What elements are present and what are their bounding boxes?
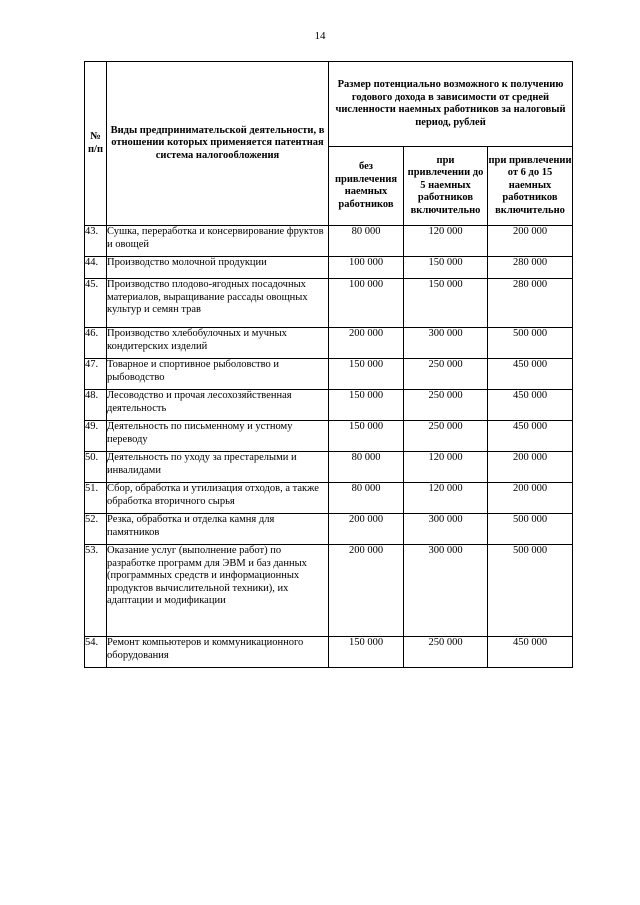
row-value-no-employees: 150 000 <box>329 421 404 452</box>
table-row <box>85 257 573 279</box>
row-value-up-to-5: 120 000 <box>404 226 488 257</box>
row-value-up-to-5: 300 000 <box>404 514 488 545</box>
row-activity: Производство плодово-ягодных посадочных материалов, выращивание рассады овощных культур и семян трав <box>107 279 329 328</box>
table-row <box>85 279 573 328</box>
row-value-no-employees: 200 000 <box>329 545 404 637</box>
row-value-6-to-15: 500 000 <box>488 545 573 637</box>
header-col-6-to-15 <box>488 147 573 226</box>
row-activity: Лесоводство и прочая лесохозяйственная деятельность <box>107 390 329 421</box>
row-value-no-employees: 150 000 <box>329 359 404 390</box>
row-activity: Деятельность по письменному и устному переводу <box>107 421 329 452</box>
row-value-6-to-15: 500 000 <box>488 328 573 359</box>
row-number: 50. <box>85 452 107 483</box>
row-number: 47. <box>85 359 107 390</box>
row-value-up-to-5: 300 000 <box>404 545 488 637</box>
row-number: 49. <box>85 421 107 452</box>
row-value-no-employees: 200 000 <box>329 514 404 545</box>
row-value-6-to-15: 280 000 <box>488 279 573 328</box>
row-value-6-to-15: 200 000 <box>488 483 573 514</box>
header-income-group-label: Размер потенциально возможного к получению годового дохода в зависимости от средней численности наемных работников за налоговый период, рублей <box>335 79 566 128</box>
row-number: 51. <box>85 483 107 514</box>
row-value-6-to-15: 450 000 <box>488 359 573 390</box>
table-row <box>85 421 573 452</box>
row-value-no-employees: 200 000 <box>329 328 404 359</box>
row-value-up-to-5: 120 000 <box>404 452 488 483</box>
row-value-no-employees: 150 000 <box>329 637 404 668</box>
row-value-6-to-15: 200 000 <box>488 452 573 483</box>
table-row <box>85 328 573 359</box>
header-col-6-to-15-label: при привлечении от 6 до 15 наемных работников включительно <box>488 154 572 216</box>
row-value-6-to-15: 450 000 <box>488 421 573 452</box>
row-value-up-to-5: 250 000 <box>404 359 488 390</box>
row-number: 45. <box>85 279 107 328</box>
row-value-6-to-15: 280 000 <box>488 257 573 279</box>
row-value-6-to-15: 200 000 <box>488 226 573 257</box>
row-value-up-to-5: 250 000 <box>404 390 488 421</box>
table-row <box>85 483 573 514</box>
row-number: 53. <box>85 545 107 637</box>
header-col-no-employees <box>329 147 404 226</box>
table-row <box>85 637 573 668</box>
table-row <box>85 545 573 637</box>
row-value-up-to-5: 250 000 <box>404 421 488 452</box>
table-row <box>85 514 573 545</box>
row-value-6-to-15: 450 000 <box>488 390 573 421</box>
header-number <box>85 62 107 226</box>
row-value-no-employees: 100 000 <box>329 279 404 328</box>
table-row <box>85 452 573 483</box>
row-number: 43. <box>85 226 107 257</box>
row-value-up-to-5: 150 000 <box>404 279 488 328</box>
row-value-up-to-5: 120 000 <box>404 483 488 514</box>
header-col-up-to-5 <box>404 147 488 226</box>
row-value-up-to-5: 150 000 <box>404 257 488 279</box>
row-value-no-employees: 100 000 <box>329 257 404 279</box>
row-value-up-to-5: 250 000 <box>404 637 488 668</box>
table-body <box>85 226 573 668</box>
header-activity-kind-label: Виды предпринимательской деятельности, в отношении которых применяется патентная система налогообложения <box>110 124 325 161</box>
row-value-6-to-15: 450 000 <box>488 637 573 668</box>
row-activity: Деятельность по уходу за престарелыми и инвалидами <box>107 452 329 483</box>
row-activity: Производство хлебобулочных и мучных кондитерских изделий <box>107 328 329 359</box>
row-number: 48. <box>85 390 107 421</box>
row-number: 54. <box>85 637 107 668</box>
row-activity: Товарное и спортивное рыболовство и рыбоводство <box>107 359 329 390</box>
table-row <box>85 359 573 390</box>
row-value-6-to-15: 500 000 <box>488 514 573 545</box>
page-number: 14 <box>314 30 326 42</box>
row-activity: Оказание услуг (выполнение работ) по разработке программ для ЭВМ и баз данных (программных средств и информационных продуктов вычислительной техники), их адаптации и модификации <box>107 545 329 637</box>
row-activity: Сбор, обработка и утилизация отходов, а также обработка вторичного сырья <box>107 483 329 514</box>
row-value-no-employees: 80 000 <box>329 226 404 257</box>
header-number-label: № п/п <box>87 131 104 155</box>
tax-table <box>84 61 573 668</box>
row-activity: Ремонт компьютеров и коммуникационного оборудования <box>107 637 329 668</box>
row-value-no-employees: 80 000 <box>329 452 404 483</box>
row-activity: Сушка, переработка и консервирование фруктов и овощей <box>107 226 329 257</box>
row-number: 52. <box>85 514 107 545</box>
header-activity-kind <box>107 62 329 226</box>
row-value-no-employees: 150 000 <box>329 390 404 421</box>
row-value-up-to-5: 300 000 <box>404 328 488 359</box>
header-col-up-to-5-label: при привлечении до 5 наемных работников включительно <box>407 154 484 216</box>
row-number: 44. <box>85 257 107 279</box>
row-number: 46. <box>85 328 107 359</box>
table-row <box>85 390 573 421</box>
header-income-group <box>329 62 573 147</box>
row-activity: Резка, обработка и отделка камня для памятников <box>107 514 329 545</box>
row-value-no-employees: 80 000 <box>329 483 404 514</box>
row-activity: Производство молочной продукции <box>107 257 329 279</box>
table-row <box>85 226 573 257</box>
header-col-no-employees-label: без привлечения наемных работников <box>334 161 398 210</box>
